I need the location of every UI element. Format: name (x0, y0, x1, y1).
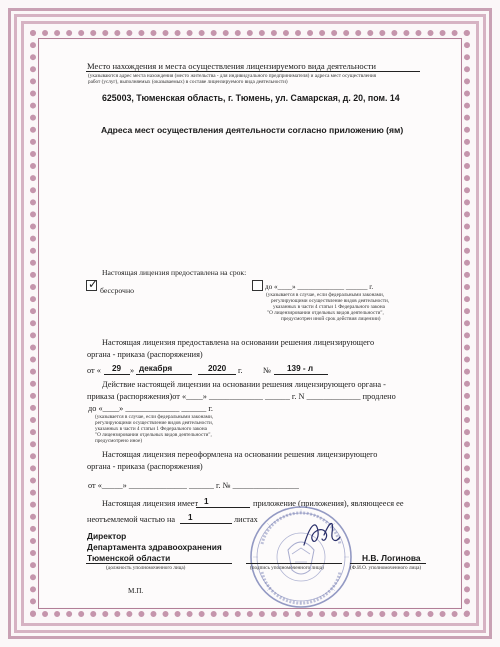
signatory-title-3: Тюменской области (87, 553, 171, 563)
basis-from-label: от « (87, 366, 101, 375)
appendix-sheets: 1 (188, 513, 193, 522)
signatory-name: Н.В. Логинова (362, 553, 421, 563)
term-hint-3: указанных в части 4 статьи 1 Федерального закона (273, 304, 385, 310)
name-hint: (Ф.И.О. уполномоченного лица) (350, 565, 422, 571)
term-hint-5: предусмотрен иной срок действия лицензии) (281, 316, 381, 322)
address-hint-2: работ (услуг), выполняемых (оказываемых) в составе лицензируемого вида деятельности) (88, 79, 288, 85)
address-hint-1: (указываются адрес места нахождения (место жительства - для индивидуального предпринимателя) и адреса мест осуществления (88, 73, 377, 79)
until-checkbox (252, 280, 263, 291)
address-value: 625003, Тюменская область, г. Тюмень, ул. Самарская, д. 20, пом. 14 (102, 93, 400, 103)
extension-line-3: до «____» _____________ ______ г. (88, 404, 213, 413)
basis-year-suffix: г. (238, 366, 243, 375)
position-hint: (должность уполномоченного лица) (106, 565, 186, 571)
term-label: Настоящая лицензия предоставлена на срок: (102, 268, 247, 277)
basis-line-1: Настоящая лицензия предоставлена на основании решения лицензирующего (102, 338, 375, 347)
underline (198, 374, 236, 375)
basis-day: 29 (112, 364, 122, 373)
basis-month: декабря (139, 364, 173, 373)
basis-line-2: органа - приказа (распоряжения) (87, 350, 203, 359)
extension-line-2: приказа (распоряжения)от «____» _____________ ______ г. N _____________ продлено (87, 392, 396, 401)
until-line: до «____» _____________ ______ г. (265, 283, 374, 291)
underline (274, 374, 328, 375)
signature-icon (300, 515, 342, 555)
extension-hint-4: "О лицензировании отдельных видов деятельности", (95, 432, 212, 438)
appendix-line-2-pre: неотъемлемой частью на (87, 515, 176, 524)
appendix-line-1-pre: Настоящая лицензия имеет (102, 499, 199, 508)
basis-year: 2020 (208, 364, 227, 373)
extension-hint-5: предусмотрено иное) (95, 438, 143, 444)
address-heading: Место нахождения и места осуществления лицензируемого вида деятельности (87, 61, 377, 71)
basis-quote-close: » (130, 366, 135, 375)
extension-line-1: Действие настоящей лицензии на основании решения лицензирующего органа - (102, 380, 386, 389)
signatory-title-1: Директор (87, 531, 127, 541)
underline (104, 374, 130, 375)
underline (86, 71, 420, 72)
underline (136, 374, 192, 375)
signatory-title-2: Департамента здравоохранения (87, 542, 222, 552)
basis-number-label: № (263, 366, 271, 375)
underline (246, 563, 342, 564)
extension-hint-1: (указывается в случае, если федеральными законами, (95, 414, 214, 420)
reissue-line-3: от «_____» ______________ ______ г. № ________________ (88, 481, 299, 490)
stamp-place-label: М.П. (128, 587, 144, 595)
unlimited-label: бессрочно (100, 286, 135, 295)
reissue-line-1: Настоящая лицензия переоформлена на основании решения лицензирующего (102, 450, 378, 459)
underline (86, 563, 232, 564)
unlimited-checkbox (86, 277, 99, 291)
extension-hint-2: регулирующими осуществление видов деятельности, (95, 420, 214, 426)
extension-hint-3: указанных в части 4 статьи 1 Федерального закона (95, 426, 207, 432)
term-hint-2: регулирующими осуществление видов деятельности, (271, 298, 390, 304)
reissue-line-2: органа - приказа (распоряжения) (87, 462, 203, 471)
appendix-count: 1 (204, 497, 209, 506)
signature-hint: (подпись уполномоченного лица) (250, 565, 324, 571)
underline (196, 507, 250, 508)
checkmark-icon: ✓ (88, 277, 99, 291)
underline (350, 563, 426, 564)
underline (180, 523, 232, 524)
basis-number: 139 - л (287, 364, 314, 373)
appendix-line-2-post: листах (234, 515, 258, 524)
appendix-line-1-post: приложение (приложения), являющееся ее (253, 499, 404, 508)
appendix-note: Адреса мест осуществления деятельности согласно приложению (ям) (101, 125, 404, 135)
term-hint-1: (указывается в случае, если федеральными законами, (266, 292, 385, 298)
term-hint-4: "О лицензировании отдельных видов деятельности", (267, 310, 384, 316)
